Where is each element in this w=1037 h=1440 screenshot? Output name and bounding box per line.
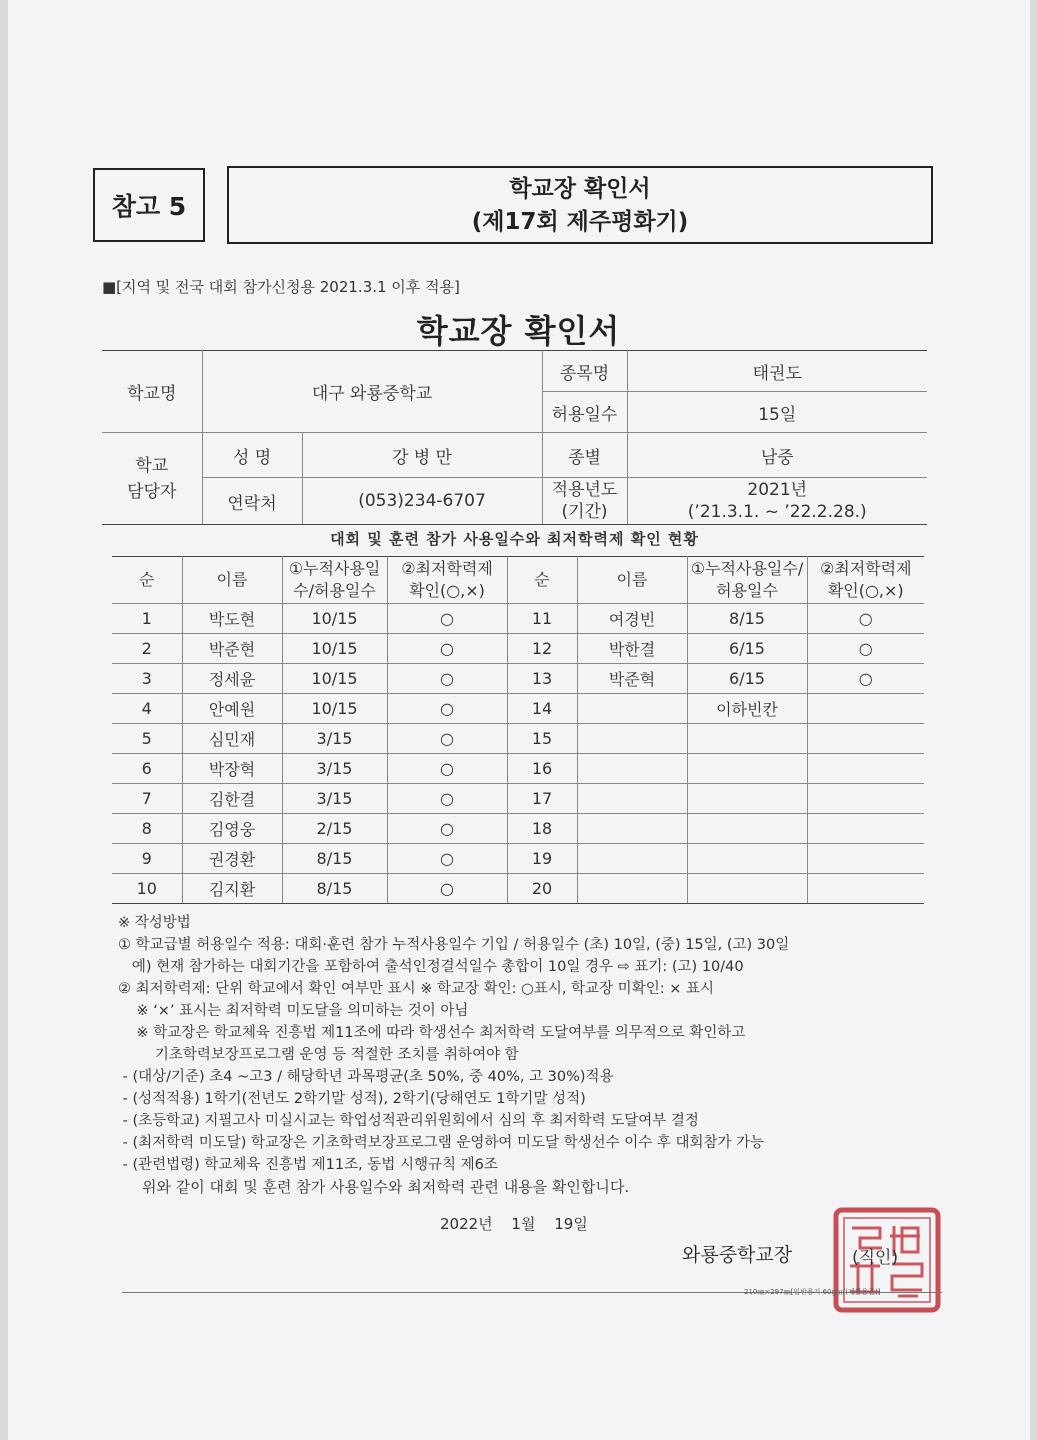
col-check-line2: 확인(○,×): [409, 581, 485, 600]
roster-title: 대회 및 훈련 참가 사용일수와 최저학력제 확인 현황: [330, 530, 699, 548]
table-row: [112, 754, 924, 784]
name-label: 성 명: [202, 433, 302, 478]
stamp-label: (직인): [852, 1248, 899, 1268]
row-check-right: [807, 784, 924, 814]
row-days: 3/15: [282, 754, 387, 784]
row-days-right: [687, 844, 807, 874]
row-check-right: [807, 754, 924, 784]
row-days-right: 8/15: [687, 604, 807, 634]
writing-instructions: [118, 912, 938, 1176]
application-note: ■[지역 및 전국 대회 참가신청용 2021.3.1 이후 적용]: [102, 278, 460, 296]
table-row: [112, 694, 924, 724]
row-no-right: 18: [507, 814, 577, 844]
instruction-line: ② 최저학력제: 단위 학교에서 확인 여부만 표시 ※ 학교장 확인: ○표시, 학교장 미확인: × 표시: [118, 981, 714, 997]
table-row: [112, 874, 924, 904]
row-days-right: [687, 724, 807, 754]
row-name-right: 박한결: [577, 634, 687, 664]
document-title: 학교장 확인서: [416, 312, 621, 350]
row-days-right: [687, 784, 807, 814]
row-check: ○: [387, 784, 507, 814]
row-no-right: 12: [507, 634, 577, 664]
school-name-value: 대구 와룡중학교: [202, 351, 542, 433]
row-days: 10/15: [282, 694, 387, 724]
col-days-right: [687, 557, 807, 604]
instruction-line: - (관련법령) 학교체육 진흥법 제11조, 동법 시행규칙 제6조: [118, 1157, 498, 1173]
row-no: 5: [112, 724, 182, 754]
year-label: [542, 478, 627, 525]
instruction-line: - (초등학교) 지필고사 미실시교는 학업성적관리위원회에서 심의 후 최저학력 도달여부 결정: [118, 1113, 699, 1129]
year-label-line1: 적용년도: [551, 480, 618, 500]
table-row: [112, 724, 924, 754]
principal-signature: 와룡중학교장: [682, 1244, 793, 1266]
row-name: 박도현: [182, 604, 282, 634]
row-name-right: [577, 754, 687, 784]
row-no: 4: [112, 694, 182, 724]
header-subtitle: (제17회 제주평화기): [471, 209, 689, 235]
contact-value: (053)234-6707: [302, 478, 542, 525]
category-value: 남중: [627, 433, 927, 478]
row-days: 10/15: [282, 604, 387, 634]
row-no: 7: [112, 784, 182, 814]
row-check: ○: [387, 814, 507, 844]
row-no: 8: [112, 814, 182, 844]
year-value-line2: (’21.3.1. ~ ’22.2.28.): [687, 502, 867, 522]
row-name-right: [577, 874, 687, 904]
school-name-label: 학교명: [102, 351, 202, 433]
col-days-line1: ①누적사용일: [288, 559, 381, 578]
row-days-right: [687, 814, 807, 844]
row-check-right: [807, 844, 924, 874]
col-check-right-line2: 확인(○,×): [827, 581, 904, 600]
row-name: 박준현: [182, 634, 282, 664]
col-name: 이름: [182, 557, 282, 604]
row-no-right: 14: [507, 694, 577, 724]
year-value-line1: 2021년: [747, 480, 808, 500]
name-value: 강 병 만: [302, 433, 542, 478]
row-days-right: 이하빈칸: [687, 694, 807, 724]
contact-label: 연락처: [202, 478, 302, 525]
row-name: 김한결: [182, 784, 282, 814]
table-row: [112, 634, 924, 664]
instruction-line: 예) 현재 참가하는 대회기간을 포함하여 출석인정결석일수 총합이 10일 경우 ⇨ 표기: (고) 10/40: [118, 959, 744, 975]
row-check: ○: [387, 664, 507, 694]
row-days-right: 6/15: [687, 634, 807, 664]
row-days-right: [687, 874, 807, 904]
row-no-right: 11: [507, 604, 577, 634]
row-no-right: 20: [507, 874, 577, 904]
staff-label-line2: 담당자: [127, 481, 177, 502]
roster-table: [112, 556, 924, 904]
col-no: 순: [112, 557, 182, 604]
row-check-right: ○: [807, 634, 924, 664]
row-name: 김영웅: [182, 814, 282, 844]
instruction-line: ※ 학교장은 학교체육 진흥법 제11조에 따라 학생선수 최저학력 도달여부를 의무적으로 확인하고: [118, 1025, 746, 1041]
instruction-line: ※ 작성방법: [118, 915, 191, 931]
row-days-right: [687, 754, 807, 784]
instruction-line: - (성적적용) 1학기(전년도 2학기말 성적), 2학기(당해연도 1학기말 성적): [118, 1091, 586, 1107]
row-check: ○: [387, 634, 507, 664]
paper-spec: 210㎜×297㎜[일반용지 60g/㎡(재활용품)]: [744, 1288, 881, 1296]
row-name-right: [577, 694, 687, 724]
row-no: 10: [112, 874, 182, 904]
instruction-line: - (대상/기준) 초4 ~고3 / 해당학년 과목평균(초 50%, 중 40%, 고 30%)적용: [118, 1069, 614, 1085]
reference-label: 참고 5: [93, 168, 205, 242]
instruction-line: ① 학교급별 허용일수 적용: 대회·훈련 참가 누적사용일수 기입 / 허용일수 (초) 10일, (중) 15일, (고) 30일: [118, 937, 790, 953]
allowed-days-value: 15일: [627, 392, 927, 433]
table-row: [112, 664, 924, 694]
row-no: 1: [112, 604, 182, 634]
row-check-right: [807, 724, 924, 754]
header-title: 학교장 확인서: [509, 176, 651, 202]
roster-header-row: [112, 557, 924, 604]
row-no-right: 13: [507, 664, 577, 694]
row-name: 안예원: [182, 694, 282, 724]
row-name-right: [577, 724, 687, 754]
row-days-right: 6/15: [687, 664, 807, 694]
event-value: 태권도: [627, 351, 927, 392]
row-days: 10/15: [282, 664, 387, 694]
col-check-right: [807, 557, 924, 604]
row-days: 2/15: [282, 814, 387, 844]
col-no-right: 순: [507, 557, 577, 604]
col-name-right: 이름: [577, 557, 687, 604]
year-label-line2: (기간): [561, 502, 608, 522]
row-no: 2: [112, 634, 182, 664]
row-name: 심민재: [182, 724, 282, 754]
event-label: 종목명: [542, 351, 627, 392]
table-row: [112, 784, 924, 814]
row-no: 3: [112, 664, 182, 694]
row-check-right: [807, 814, 924, 844]
row-no: 6: [112, 754, 182, 784]
category-label: 종별: [542, 433, 627, 478]
row-no-right: 16: [507, 754, 577, 784]
row-check-right: [807, 874, 924, 904]
row-check-right: ○: [807, 664, 924, 694]
row-check: ○: [387, 604, 507, 634]
confirmation-statement: 위와 같이 대회 및 훈련 참가 사용일수와 최저학력 관련 내용을 확인합니다.: [142, 1178, 630, 1196]
row-days: 8/15: [282, 844, 387, 874]
staff-label: [102, 433, 202, 525]
row-check: ○: [387, 754, 507, 784]
row-check: ○: [387, 874, 507, 904]
row-name: 박장혁: [182, 754, 282, 784]
table-row: [112, 844, 924, 874]
table-row: [112, 814, 924, 844]
col-days: [282, 557, 387, 604]
row-no-right: 19: [507, 844, 577, 874]
allowed-days-label: 허용일수: [542, 392, 627, 433]
instruction-line: ※ ‘×’ 표시는 최저학력 미도달을 의미하는 것이 아님: [118, 1003, 469, 1019]
row-name-right: [577, 814, 687, 844]
row-check: ○: [387, 844, 507, 874]
issue-date: 2022년 1월 19일: [440, 1215, 588, 1233]
col-check-right-line1: ②최저학력제: [819, 559, 912, 578]
row-days: 10/15: [282, 634, 387, 664]
row-check: ○: [387, 724, 507, 754]
row-check-right: [807, 694, 924, 724]
col-check: [387, 557, 507, 604]
col-days-right-line2: 허용일수: [716, 581, 778, 600]
instruction-line: 기초학력보장프로그램 운영 등 적절한 조치를 취하여야 함: [118, 1047, 519, 1063]
row-days: 3/15: [282, 724, 387, 754]
staff-label-line1: 학교: [135, 455, 169, 476]
col-days-line2: 수/허용일수: [293, 581, 376, 600]
row-name: 김지환: [182, 874, 282, 904]
row-name-right: [577, 844, 687, 874]
row-no-right: 17: [507, 784, 577, 814]
table-row: [112, 604, 924, 634]
row-check: ○: [387, 694, 507, 724]
row-name: 정세윤: [182, 664, 282, 694]
header-title-box: [227, 166, 933, 244]
row-days: 8/15: [282, 874, 387, 904]
row-check-right: ○: [807, 604, 924, 634]
col-check-line1: ②최저학력제: [401, 559, 493, 578]
col-days-right-line1: ①누적사용일수/: [690, 559, 804, 578]
row-name-right: 여경빈: [577, 604, 687, 634]
year-value: [627, 478, 927, 525]
row-days: 3/15: [282, 784, 387, 814]
row-name-right: 박준혁: [577, 664, 687, 694]
row-no-right: 15: [507, 724, 577, 754]
row-no: 9: [112, 844, 182, 874]
instruction-line: - (최저학력 미도달) 학교장은 기초학력보장프로그램 운영하여 미도달 학생선수 이수 후 대회참가 가능: [118, 1135, 765, 1151]
row-name: 권경환: [182, 844, 282, 874]
row-name-right: [577, 784, 687, 814]
school-info-table: [102, 350, 927, 525]
